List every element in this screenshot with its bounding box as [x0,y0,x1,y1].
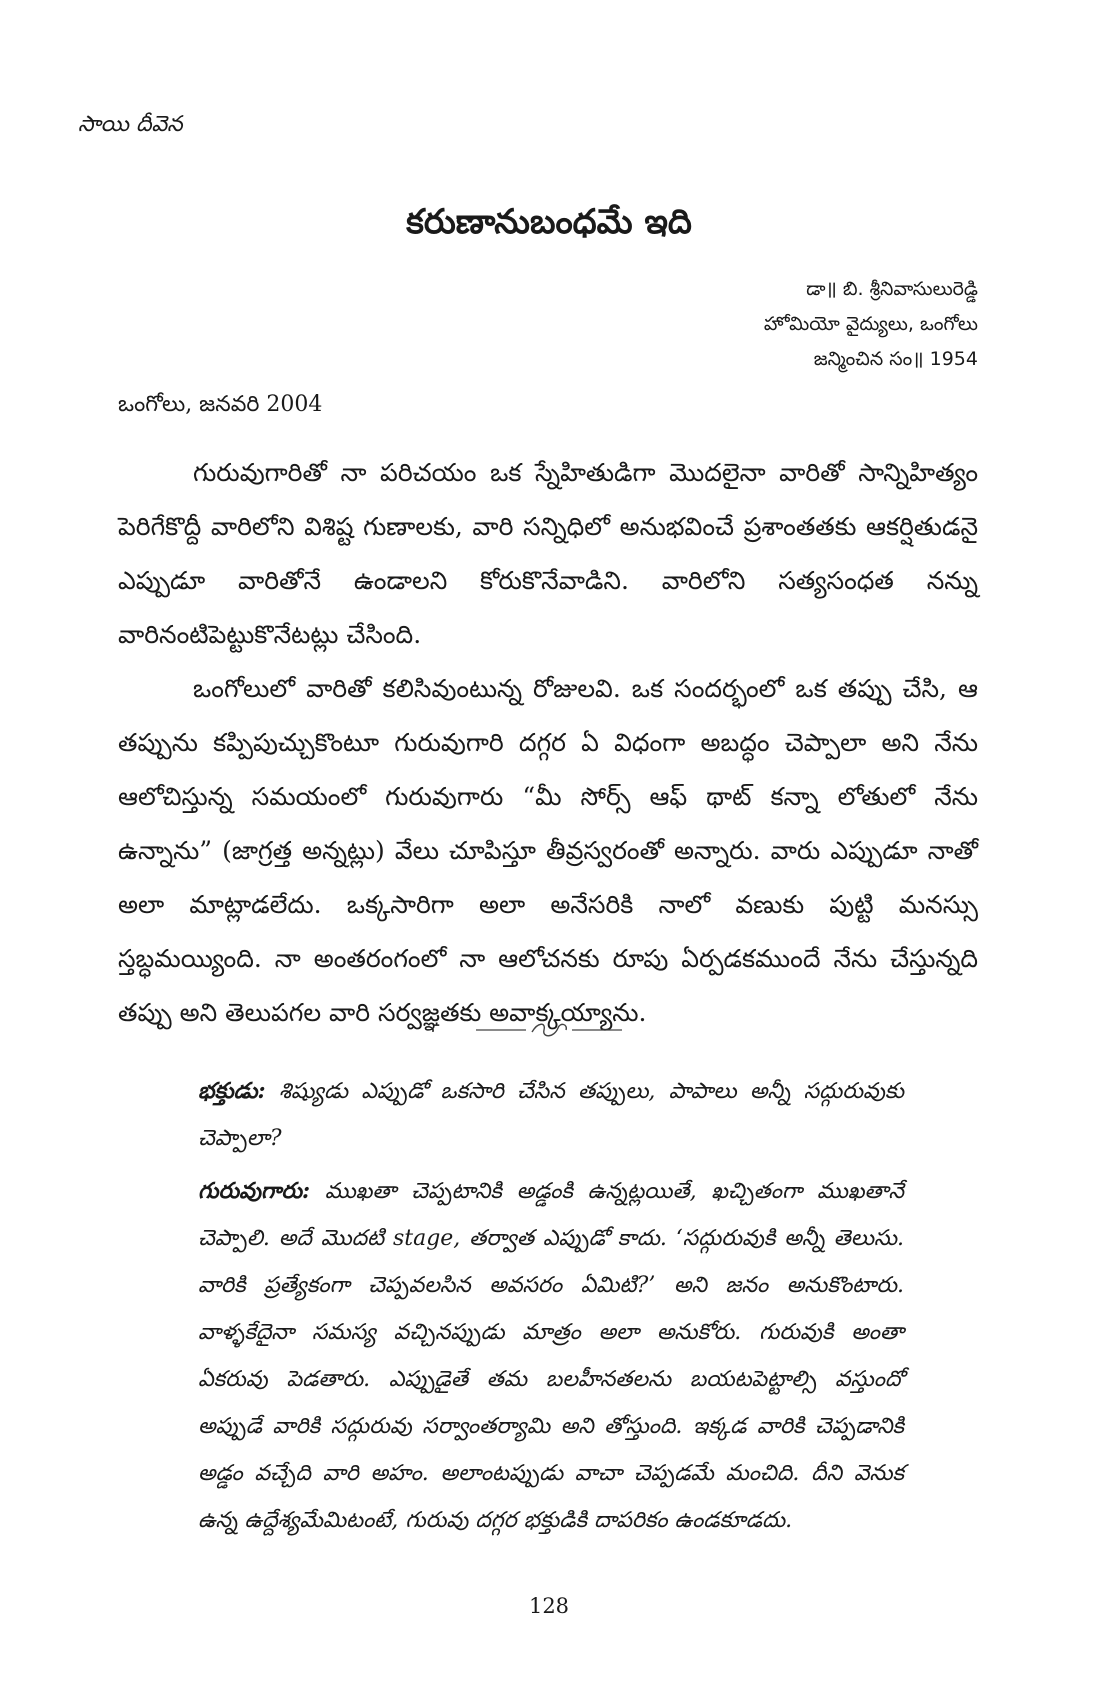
author-birth-year: జన్మించిన సం॥ 1954 [813,348,978,370]
dialogue-text: ముఖతా చెప్పటానికి అడ్డంకి ఉన్నట్లయితే, ఖచ్చితంగా ముఖతానే చెప్పాలి. అదే మొదటి stage, తర్వాత ఎప్పుడో కాదు. ‘సద్గురువుకి అన్నీ తెలుసు. వారికి ప్రత్యేకంగా చెప్పవలసిన అవసరం ఏమిటి?’ అని జనం అనుకొంటారు. వాళ్ళకేదైనా సమస్య వచ్చినప్పుడు మాత్రం అలా అనుకోరు. గురువుకి అంతా ఏకరువు పెడతారు. ఎప్పుడైతే తమ బలహీనతలను బయటపెట్టాల్సి వస్తుందో అప్పుడే వారికి సద్గురువు సర్వాంతర్యామి అని తోస్తుంది. ఇక్కడ వారికి చెప్పడానికి అడ్డం వచ్చేది వారి అహం. అలాంటప్పుడు వాచా చెప్పడమే మంచిది. దీని వెనుక ఉన్న ఉద్దేశ్యమేమిటంటే, గురువు దగ్గర భక్తుడికి దాపరికం ఉండకూడదు. [198,1179,904,1533]
chapter-title: కరుణానుబంధమే ఇది [406,202,692,242]
author-byline [764,272,978,377]
speaker-label: గురువుగారు: [198,1178,311,1204]
dateline: ఒంగోలు, జనవరి 2004 [118,392,323,417]
paragraph: ఒంగోలులో వారితో కలిసివుంటున్న రోజులవి. ఒక సందర్భంలో ఒక తప్పు చేసి, ఆ తప్పును కప్పిపుచ్చుకొంటూ గురువుగారి దగ్గర ఏ విధంగా అబద్ధం చెప్పాలా అని నేను ఆలోచిస్తున్న సమయంలో గురువుగారు “మీ సోర్స్ ఆఫ్ థాట్ కన్నా లోతులో నేను ఉన్నాను” (జాగ్రత్త అన్నట్లు) వేలు చూపిస్తూ తీవ్రస్వరంతో అన్నారు. వారు ఎప్పుడూ నాతో అలా మాట్లాడలేదు. ఒక్కసారిగా అలా అనేసరికి నాలో వణుకు పుట్టి మనస్సు స్తబ్ధమయ్యింది. నా అంతరంగంలో నా ఆలోచనకు రూపు ఏర్పడకముందే నేను చేస్తున్నది తప్పు అని తెలుపగల వారి సర్వజ్ఞతకు అవాక్కయ్యాను. [118,674,978,1027]
dialogue-section [198,1068,904,1550]
page-number: 128 [528,1594,570,1618]
section-divider-ornament [0,1018,1098,1048]
author-profession: హోమియో వైద్యులు, ఒంగోలు [763,313,978,335]
dialogue-entry [198,1168,904,1544]
flourish-icon [474,1018,624,1042]
main-text [118,446,978,1040]
running-head: సాయి దీవెన [78,112,183,137]
dialogue-entry [198,1068,904,1162]
speaker-label: భక్తుడు: [198,1078,266,1104]
dialogue-text: శిష్యుడు ఎప్పుడో ఒకసారి చేసిన తప్పులు, పాపాలు అన్నీ సద్గురువుకు చెప్పాలా? [198,1079,904,1151]
paragraph: గురువుగారితో నా పరిచయం ఒక స్నేహితుడిగా మొదలైనా వారితో సాన్నిహిత్యం పెరిగేకొద్దీ వారిలోని విశిష్ట గుణాలకు, వారి సన్నిధిలో అనుభవించే ప్రశాంతతకు ఆకర్షితుడనై ఎప్పుడూ వారితోనే ఉండాలని కోరుకొనేవాడిని. వారిలోని సత్యసంధత నన్ను వారినంటిపెట్టుకొనేటట్లు చేసింది. [118,458,978,649]
author-name: డా॥ బి. శ్రీనివాసులురెడ్డి [806,278,978,300]
